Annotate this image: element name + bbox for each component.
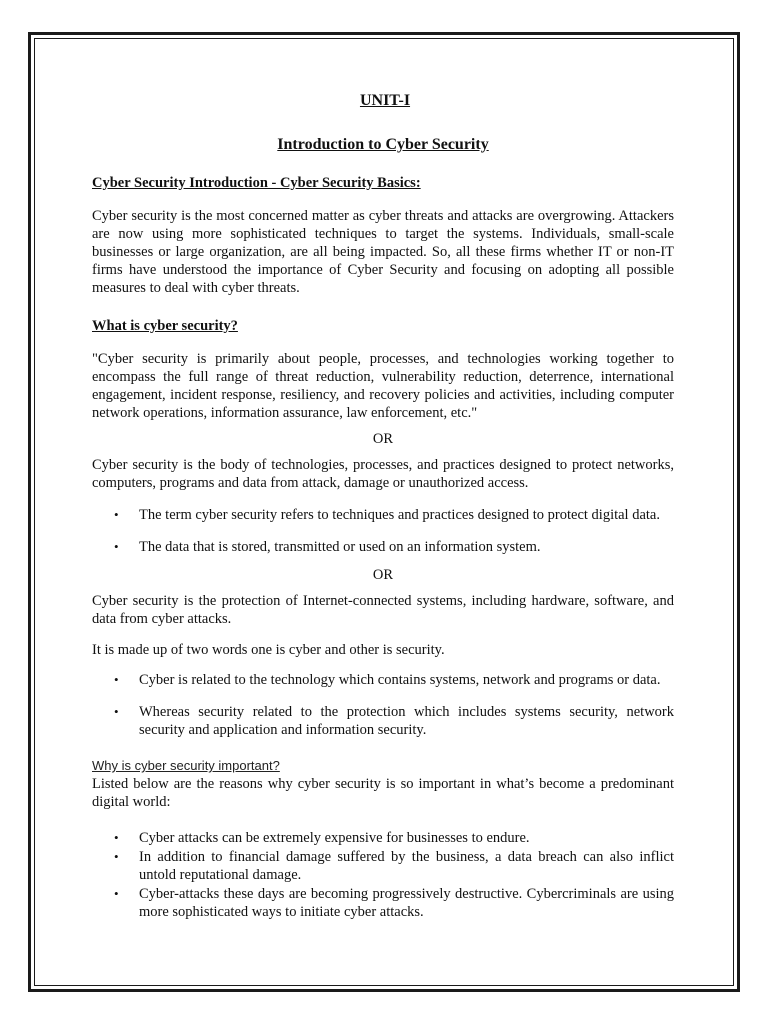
section-heading-why-important: Why is cyber security important? <box>92 758 280 773</box>
or-separator: OR <box>372 431 394 447</box>
bullet-icon: • <box>114 830 119 845</box>
why-bullet-list <box>92 829 674 921</box>
list-item: • Cyber-attacks these days are becoming progressively destructive. Cybercriminals are using more sophisticated ways to initiate cyber attacks. <box>114 886 674 920</box>
document-title: Introduction to Cyber Security <box>277 136 489 153</box>
list-item: • The data that is stored, transmitted or used on an information system. <box>114 539 541 555</box>
bullet-icon: • <box>114 539 119 554</box>
section-heading-what-is: What is cyber security? <box>92 318 238 334</box>
why-intro-paragraph: Listed below are the reasons why cyber security is so important in what’s become a predominant digital world: <box>92 776 674 810</box>
definition-bullet-list <box>92 506 674 556</box>
or-separator: OR <box>372 567 394 583</box>
section-heading-basics: Cyber Security Introduction - Cyber Security Basics: <box>92 175 421 191</box>
unit-heading: UNIT-I <box>359 92 411 109</box>
two-words-paragraph: It is made up of two words one is cyber and other is security. <box>92 642 445 658</box>
bullet-icon: • <box>114 886 119 901</box>
list-item: • Cyber attacks can be extremely expensive for businesses to endure. <box>114 830 530 846</box>
list-item: • Cyber is related to the technology which contains systems, network and programs or data. <box>114 672 661 688</box>
bullet-icon: • <box>114 849 119 864</box>
list-item: • The term cyber security refers to techniques and practices designed to protect digital data. <box>114 507 660 523</box>
document-body <box>92 84 674 921</box>
definition-paragraph: Cyber security is the protection of Internet-connected systems, including hardware, software, and data from cyber attacks. <box>92 593 674 627</box>
definition-quote: "Cyber security is primarily about people, processes, and technologies working together to encompass the full range of threat reduction, vulnerability reduction, deterrence, international engagement, incident response, resiliency, and recovery policies and activities, including computer network operations, information assurance, law enforcement, etc." <box>92 351 674 421</box>
two-words-bullet-list <box>92 671 674 739</box>
bullet-icon: • <box>114 672 119 687</box>
definition-paragraph: Cyber security is the body of technologies, processes, and practices designed to protect networks, computers, programs and data from attack, damage or unauthorized access. <box>92 457 674 491</box>
bullet-icon: • <box>114 507 119 522</box>
bullet-icon: • <box>114 704 119 719</box>
basics-paragraph: Cyber security is the most concerned matter as cyber threats and attacks are overgrowing. Attackers are now using more sophisticated techniques to target the systems. Individuals, small-scale businesses or large organization, are all being impacted. So, all these firms whether IT or non-IT firms have understood the importance of Cyber Security and focusing on adopting all possible measures to deal with cyber threats. <box>92 208 674 296</box>
list-item: • Whereas security related to the protection which includes systems security, network security and application and information security. <box>114 704 674 738</box>
list-item: • In addition to financial damage suffered by the business, a data breach can also inflict untold reputational damage. <box>114 849 674 883</box>
